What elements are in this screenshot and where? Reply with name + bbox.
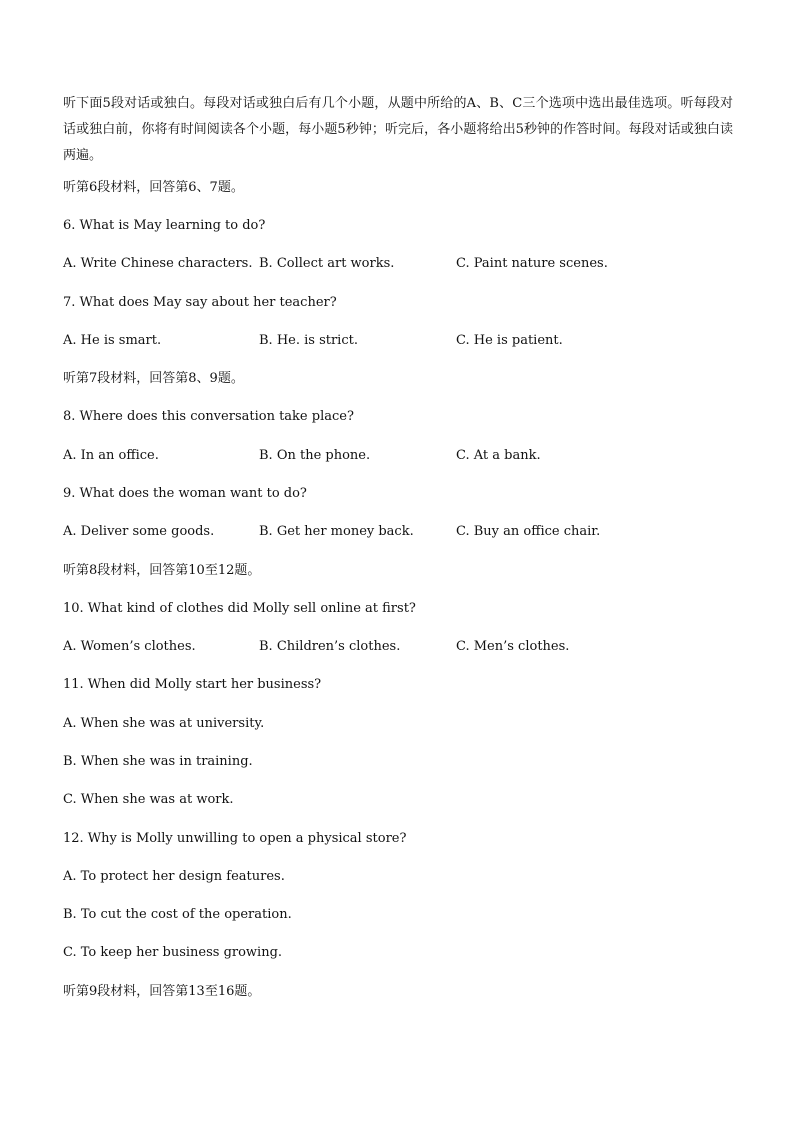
option-a: A. Women’s clothes. xyxy=(63,639,196,654)
option-b: B. Collect art works. xyxy=(259,256,395,271)
option-b: B. On the phone. xyxy=(259,448,371,463)
section-heading: 听第7段材料，回答第8、9题。 xyxy=(63,371,244,386)
option-c: C. To keep her business growing. xyxy=(63,945,283,960)
option-b: B. He. is strict. xyxy=(259,333,358,348)
option-a: A. In an office. xyxy=(63,448,159,463)
section-heading: 听第6段材料，回答第6、7题。 xyxy=(63,180,244,195)
question-stem: 7. What does May say about her teacher? xyxy=(63,295,337,310)
question-stem: 8. Where does this conversation take place? xyxy=(63,409,354,424)
question-stem: 10. What kind of clothes did Molly sell online at first? xyxy=(63,601,416,616)
option-c: C. Buy an office chair. xyxy=(456,524,601,539)
question-stem: 11. When did Molly start her business? xyxy=(63,677,322,692)
instructions-paragraph: 听下面5段对话或独白。每段对话或独白后有几个小题，从题中所给的A、B、C三个选项中选出最佳选项。听每段对话或独白前，你将有时间阅读各个小题，每小题5秒钟；听完后，各小题将给出5秒钟的作答时间。每段对话或独白读两遍。 xyxy=(63,96,733,163)
question-stem: 12. Why is Molly unwilling to open a physical store? xyxy=(63,831,407,846)
option-c: C. At a bank. xyxy=(456,448,541,463)
question-stem: 6. What is May learning to do? xyxy=(63,218,266,233)
option-a: A. To protect her design features. xyxy=(63,869,285,884)
section-heading: 听第9段材料，回答第13至16题。 xyxy=(63,984,261,999)
option-c: C. He is patient. xyxy=(456,333,563,348)
section-heading: 听第8段材料，回答第10至12题。 xyxy=(63,563,261,578)
option-b: B. When she was in training. xyxy=(63,754,253,769)
option-a: A. When she was at university. xyxy=(63,716,265,731)
option-b: B. Children’s clothes. xyxy=(259,639,401,654)
question-stem: 9. What does the woman want to do? xyxy=(63,486,307,501)
option-a: A. Write Chinese characters. xyxy=(63,256,253,271)
option-c: C. When she was at work. xyxy=(63,792,234,807)
option-c: C. Paint nature scenes. xyxy=(456,256,608,271)
option-a: A. He is smart. xyxy=(63,333,162,348)
option-b: B. Get her money back. xyxy=(259,524,414,539)
option-b: B. To cut the cost of the operation. xyxy=(63,907,292,922)
option-a: A. Deliver some goods. xyxy=(63,524,215,539)
option-c: C. Men’s clothes. xyxy=(456,639,570,654)
